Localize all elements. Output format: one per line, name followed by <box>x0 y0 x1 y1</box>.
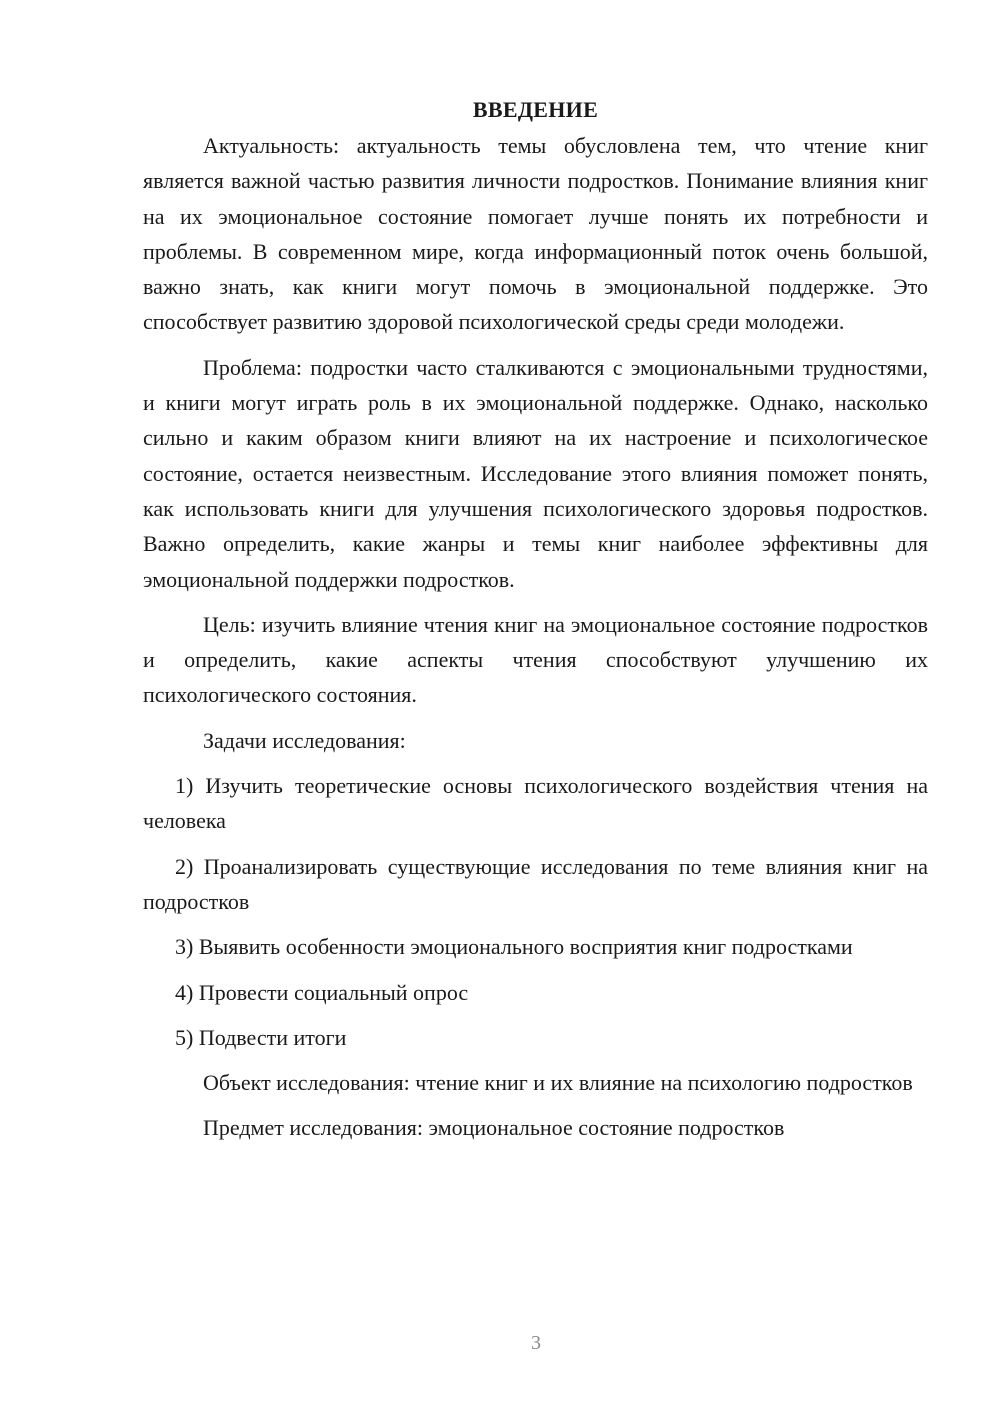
object-paragraph: Объект исследования: чтение книг и их влияние на психологию подростков <box>203 1070 913 1096</box>
task-item-5: 5) Подвести итоги <box>175 1024 347 1050</box>
problem-paragraph: Проблема: подростки часто сталкиваются с эмоциональными трудностями, и книги могут играть роль в их эмоциональной поддержке. Однако, насколько сильно и каким образом книги влияют на их настроение и психологическое состояние, остается неизвестным. Исследование этого влияния поможет понять, как использовать книги для улучшения психологического здоровья подростков. Важно определить, какие жанры и темы книг наиболее эффективны для эмоциональной поддержки подростков. <box>143 354 928 592</box>
page-number: 3 <box>531 1332 541 1354</box>
goal-paragraph: Цель: изучить влияние чтения книг на эмоциональное состояние подростков и определить, какие аспекты чтения способствуют улучшению их психологического состояния. <box>143 611 928 708</box>
task-item-4: 4) Провести социальный опрос <box>175 979 469 1005</box>
relevance-paragraph: Актуальность: актуальность темы обусловлена тем, что чтение книг является важной частью развития личности подростков. Понимание влияния книг на их эмоциональное состояние помогает лучше понять их потребности и проблемы. В современном мире, когда информационный поток очень большой, важно знать, как книги могут помочь в эмоциональной поддержке. Это способствует развитию здоровой психологической среды среди молодежи. <box>143 133 928 335</box>
task-item-1: 1) Изучить теоретические основы психологического воздействия чтения на человека <box>143 773 928 834</box>
subject-paragraph: Предмет исследования: эмоциональное состояние подростков <box>203 1115 785 1141</box>
task-item-3: 3) Выявить особенности эмоционального восприятия книг подростками <box>175 934 853 960</box>
tasks-heading: Задачи исследования: <box>203 727 406 753</box>
document-heading: ВВЕДЕНИЕ <box>472 97 599 122</box>
document-page <box>143 92 928 1156</box>
task-item-2: 2) Проанализировать существующие исследования по теме влияния книг на подростков <box>143 853 928 914</box>
